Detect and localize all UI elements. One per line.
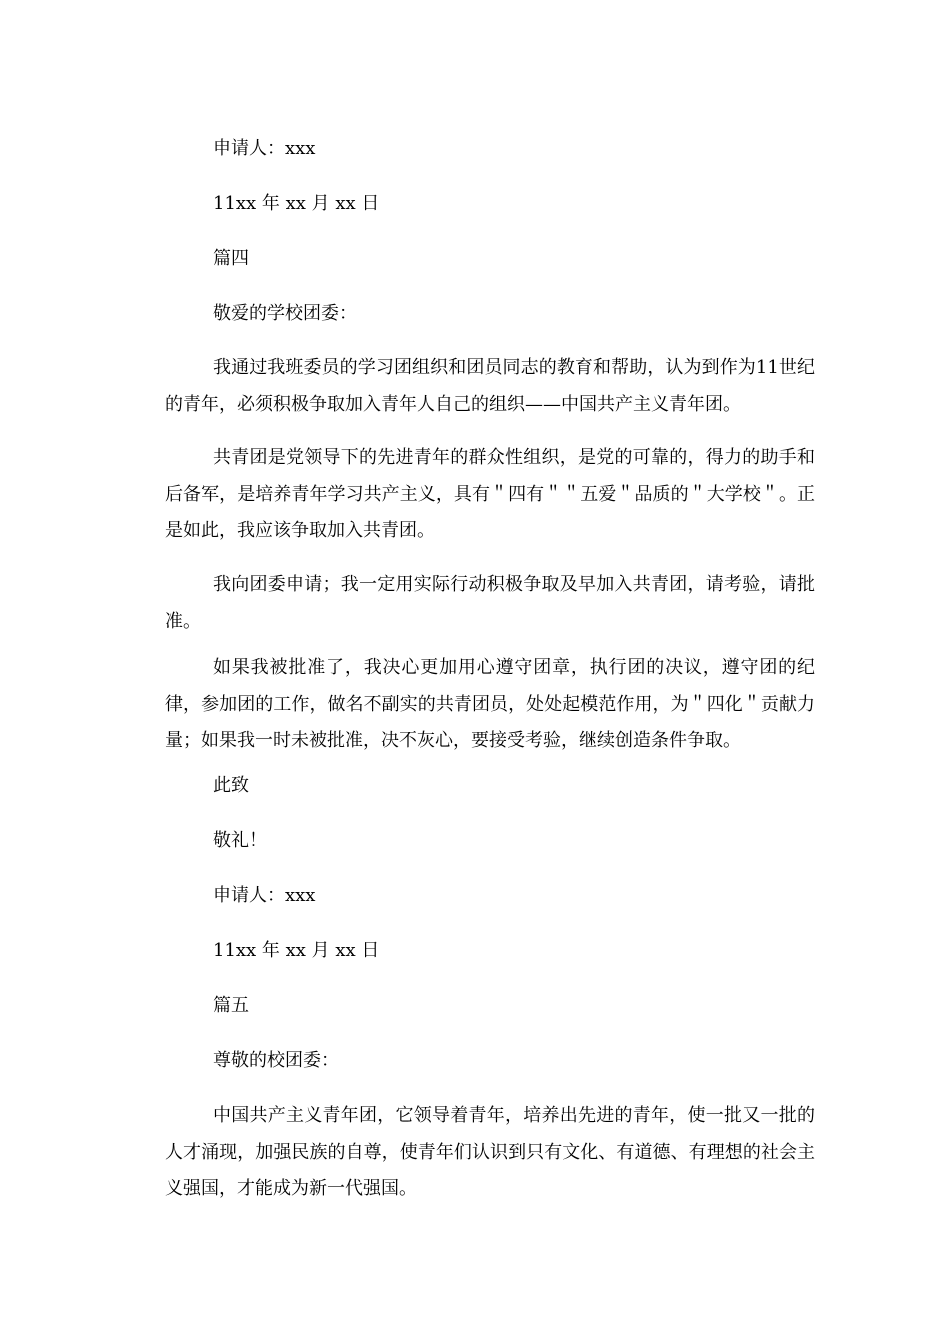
body-paragraph: 如果我被批准了，我决心更加用心遵守团章，执行团的决议，遵守团的纪律，参加团的工作，做名不副实的共青团员，处处起模范作用，为＂四化＂贡献力量；如果我一时未被批准，决不灰心，要接受考验，继续创造条件争取。 [165, 657, 815, 751]
section-title: 篇五 [213, 995, 249, 1016]
body-paragraph: 中国共产主义青年团，它领导着青年，培养出先进的青年，使一批又一批的人才涌现，加强民族的自尊，使青年们认识到只有文化、有道德、有理想的社会主义强国，才能成为新一代强国。 [165, 1105, 815, 1199]
applicant-signature: 申请人：xxx [213, 138, 316, 159]
body-paragraph: 共青团是党领导下的先进青年的群众性组织，是党的可靠的，得力的助手和后备军，是培养青年学习共产主义，具有＂四有＂＂五爱＂品质的＂大学校＂。正是如此，我应该争取加入共青团。 [165, 447, 815, 541]
application-date: 11xx 年 xx 月 xx 日 [213, 940, 380, 961]
section-title: 篇四 [213, 248, 249, 269]
body-paragraph: 我通过我班委员的学习团组织和团员同志的教育和帮助，认为到作为11世纪的青年，必须积极争取加入青年人自己的组织——中国共产主义青年团。 [165, 357, 815, 415]
salutation: 尊敬的校团委： [213, 1050, 339, 1071]
body-paragraph: 我向团委申请；我一定用实际行动积极争取及早加入共青团，请考验，请批准。 [165, 574, 815, 632]
closing-line: 此致 [213, 775, 249, 796]
applicant-signature: 申请人：xxx [213, 885, 316, 906]
salutation: 敬爱的学校团委： [213, 303, 357, 324]
application-date: 11xx 年 xx 月 xx 日 [213, 193, 380, 214]
regards-line: 敬礼！ [213, 830, 267, 851]
